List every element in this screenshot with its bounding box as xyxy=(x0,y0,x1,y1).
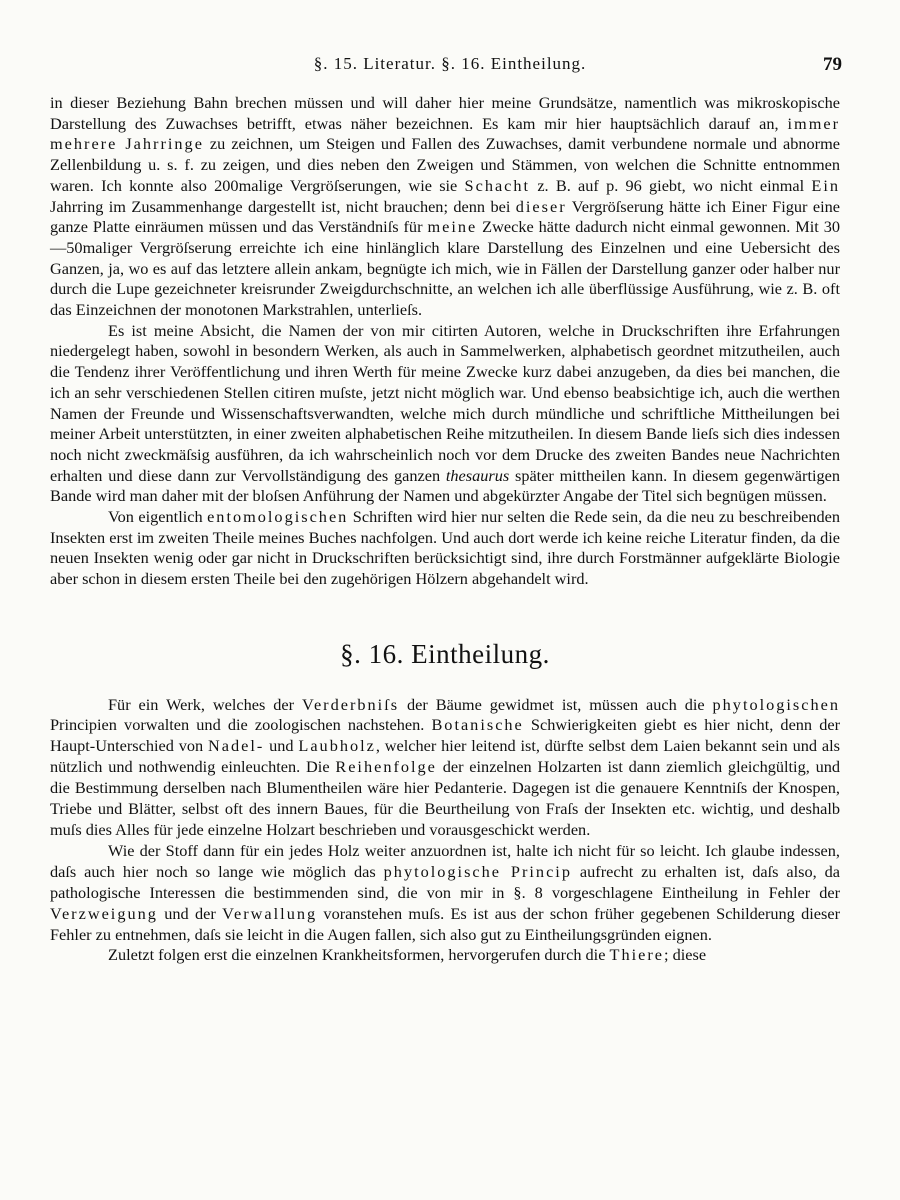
paragraph-s15-3 xyxy=(50,507,840,590)
paragraph-s15-2 xyxy=(50,321,840,507)
text-run: später mittheilen kann. In diesem gegenwärtigen Bande wird man daher mit der bloſsen Anführung der Namen und abgekürzter Angabe der Titel sich begnügen müssen. xyxy=(50,465,841,506)
italic-emphasis: thesaurus xyxy=(445,465,510,485)
spaced-emphasis: Verzweigung xyxy=(50,903,158,923)
text-run: Principien vorwalten und die zoologischen nachstehen. xyxy=(50,715,432,735)
paragraph-s15-1 xyxy=(50,93,840,321)
section-heading: §. 16. Eintheilung. xyxy=(340,638,550,669)
text-run: Es ist meine Absicht, die Namen der von mir citirten Autoren, welche in Druckschriften ihre Erfahrungen niedergelegt haben, sowohl in besondern Werken, als auch in Sammelwerken, alphabetisch geordnet mitzutheilen, auch die Tendenz ihrer Veröffentlichung und ihren Werth für meine Zwecke kurz dabei anzugeben, da dies bei manchen, die ich an sehr verschiedenen Stellen citiren muſste, jetzt nicht möglich war. Und ebenso beabsichtige ich, auch die werthen Namen der Freunde und Wissenschaftsverwandten, welche mich durch mündliche und schriftliche Mittheilungen bei meiner Arbeit unterstützten, in einer zweiten alphabetischen Reihe mitzutheilen. In diesem Bande lieſs sich dies indessen noch nicht zweckmäſsig ausführen, da ich wahrscheinlich noch vor dem Drucke des zweiten Bandes neue Nachrichten erhalten und diese dann zur Vervollständigung des ganzen xyxy=(50,320,840,485)
text-run: Jahrring im Zusammenhange dargestellt ist, nicht brauchen; denn bei xyxy=(50,196,516,216)
spaced-emphasis: phytologischen xyxy=(712,694,840,714)
text-run: der Bäume gewidmet ist, müssen auch die xyxy=(399,694,713,714)
paragraph-s16-1 xyxy=(50,695,840,841)
text-run: voranstehen muſs. Es ist aus der schon früher gegebenen Schilderung dieser Fehler zu entnehmen, daſs sie leicht in die Augen fallen, sich also gut zu Eintheilungsgründen eignen. xyxy=(50,903,841,944)
spaced-emphasis: phytologische Princip xyxy=(383,861,572,881)
page-number: 79 xyxy=(823,54,842,75)
text-run: Wie der Stoff dann für ein jedes Holz weiter anzuordnen ist, halte ich nicht für so leicht. Ich glaube indessen, daſs auch hier noch so lange wie möglich das xyxy=(50,840,840,881)
text-run: zu zeichnen, um Steigen und Fallen des Zuwachses, damit verbundene normale und abnorme Zellenbildung u. s. f. zu zeigen, und dies neben den Zweigen und Stämmen, von welchen die Schnitte entnommen waren. Ich konnte also 200malige Vergröſserungen, wie sie xyxy=(50,134,840,195)
text-run: Schriften wird hier nur selten die Rede sein, da die neu zu beschreibenden Insekten erst im zweiten Theile meines Buches nachfolgen. Und auch dort werde ich keine reiche Literatur finden, da die neuen Insekten wenig oder gar nicht in Druckschriften berücksichtigt sind, ihre durch Forstmänner aufgeklärte Biologie aber schon in diesem ersten Theile bei den zugehörigen Hölzern abgehandelt wird. xyxy=(50,507,840,589)
text-run: Vergröſserung hätte ich Einer Figur eine ganze Platte einräumen müssen und das Verständniſs für xyxy=(50,196,840,237)
text-run: , welcher hier leitend ist, dürfte selbst dem Laien bekannt sein und als nützlich und nothwendig einleuchten. Die xyxy=(50,736,840,777)
text-run: in dieser Beziehung Bahn brechen müssen und will daher hier meine Grundsätze, namentlich was mikroskopische Darstellung des Zuwachses betrifft, etwas näher bezeichnen. Es kam mir hier hauptsächlich darauf an, xyxy=(50,93,840,133)
spaced-emphasis: meine xyxy=(427,217,478,237)
text-run: und xyxy=(264,736,299,756)
spaced-emphasis: entomologischen xyxy=(207,507,349,527)
text-run: Für ein Werk, welches der xyxy=(108,694,302,714)
spaced-emphasis: Botanische xyxy=(431,715,524,735)
text-run: Zwecke hätte dadurch nicht einmal gewonnen. Mit 30—50maliger Vergröſserung erreichte ich eine hinlänglich klare Darstellung des Einzelnen und eine Uebersicht des Ganzen, ja, wo es auf das letztere allein ankam, begnügte ich mich, wie in Fällen der Darstellung ganzer oder halber nur durch die Lupe gezeichneter kreisrunder Zweigdurchschnitte, an welchen ich alle überflüssige Ausführung, wie z. B. oft das Einzeichnen der monotonen Markstrahlen, unterlieſs. xyxy=(50,217,840,320)
spaced-emphasis: Ein xyxy=(811,175,841,195)
page-header xyxy=(0,54,900,84)
text-run: aufrecht zu erhalten ist, daſs also, da pathologische Interessen die bestimmenden sind, die von mir in §. 8 vorgeschlagene Eintheilung in Fehler der xyxy=(50,861,840,902)
spaced-emphasis: Reihenfolge xyxy=(335,757,437,777)
spaced-emphasis: Verderbniſs xyxy=(302,694,400,714)
page-body xyxy=(50,93,840,966)
spaced-emphasis: immer mehrere Jahrringe xyxy=(50,113,840,154)
text-run: ; diese xyxy=(664,945,707,965)
spaced-emphasis: Laubholz xyxy=(298,736,376,756)
text-run: der einzelnen Holzarten ist dann ziemlich gleichgültig, und die Bestimmung derselben nach Blumentheilen wäre hier Pedanterie. Dagegen ist die genauere Kenntniſs der Knospen, Triebe und Blätter, selbst oft des innern Baues, für die Beurtheilung von Fraſs der Insekten etc. wichtig, und deshalb muſs dies Alles für jede einzelne Holzart beschrieben und vorausgeschickt werden. xyxy=(50,757,840,840)
text-run: Zuletzt folgen erst die einzelnen Krankheitsformen, hervorgerufen durch die xyxy=(108,945,610,965)
text-run: z. B. auf p. 96 giebt, wo nicht einmal xyxy=(530,175,812,195)
text-run: Von eigentlich xyxy=(108,507,208,527)
spaced-emphasis: Thiere xyxy=(609,945,664,965)
spaced-emphasis: Schacht xyxy=(464,175,531,195)
spaced-emphasis: Verwallung xyxy=(222,903,318,923)
spaced-emphasis: Nadel- xyxy=(207,736,265,756)
paragraph-s16-2 xyxy=(50,841,840,946)
running-head: §. 15. Literatur. §. 16. Eintheilung. xyxy=(313,54,587,73)
text-run: und der xyxy=(157,903,223,923)
text-run: Schwierigkeiten giebt es hier nicht, denn der Haupt-Unterschied von xyxy=(50,715,840,756)
section-16-body xyxy=(50,695,840,967)
spaced-emphasis: dieser xyxy=(515,196,567,216)
paragraph-s16-3 xyxy=(50,945,840,966)
